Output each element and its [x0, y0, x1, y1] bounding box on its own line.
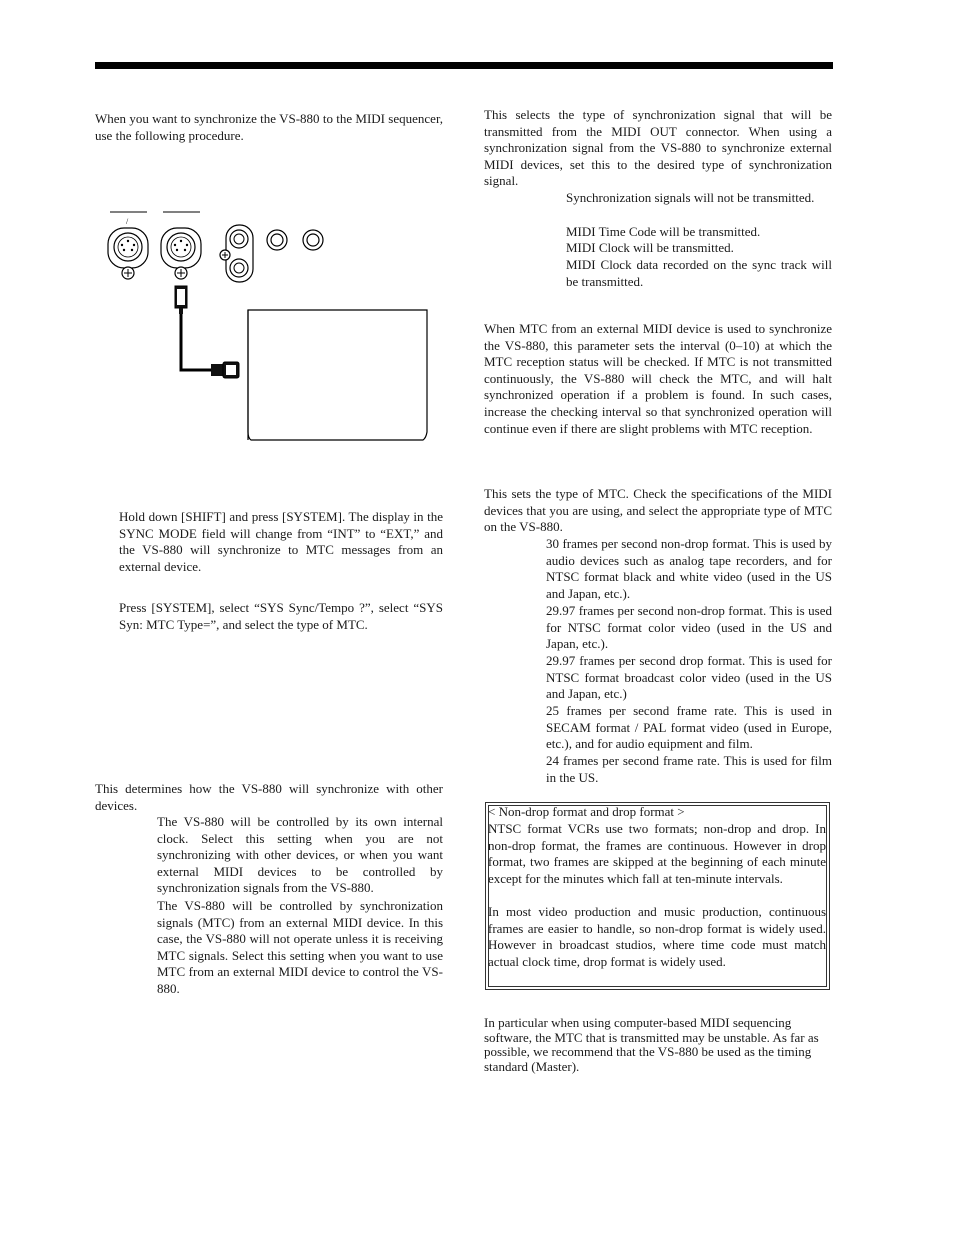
sync-gen-intro: This selects the type of synchronization signal that will be transmitted from the MIDI OUT connector. When using a synchronization signal from the VS-880 to synchronize external MIDI devices, set this to the desired type of synchronization signal.	[484, 107, 832, 189]
midi-in-jack	[108, 228, 148, 279]
midi-in-label: /	[126, 217, 129, 226]
sync-mode-int-desc: The VS-880 will be controlled by its own internal clock. Select this setting when you are not synchronizing with other devices, or when you want external MIDI devices to be controlled by synchronization signals from the VS-880.	[157, 814, 443, 896]
round-jacks	[267, 230, 323, 250]
mtc-type-30: 30 frames per second non-drop format. This is used by audio devices such as analog tape recorders, and for NTSC format black and white video (used in the US and Japan, etc.).	[546, 536, 832, 601]
note-box-para-2: In most video production and music production, continuous frames are easier to handle, so non-drop format is widely used. However in broadcast studios, where time code must match actual clock time, drop format is widely used.	[488, 904, 826, 969]
sync-mode-ext-desc: The VS-880 will be controlled by synchronization signals (MTC) from an external MIDI device. In this case, the VS-880 will not operate unless it is receiving MTC signals. Select this setting when you want to use MTC from an external MIDI device to control the VS-880.	[157, 898, 443, 996]
mtc-type-29-97-df: 29.97 frames per second drop format. This is used for NTSC format broadcast color video (used in the US and Japan, etc.)	[546, 653, 832, 702]
mtc-error-level-text: When MTC from an external MIDI device is used to synchronize the VS-880, this parameter sets the interval (0–10) at which the MTC reception status will be checked. If MTC is not transmitted continuously, the VS-880 will check the MTC, and will halt synchronized operation if a problem is found. In such cases, increase the checking interval so that synchronized operation will continue even if there are slight problems with MTC reception.	[484, 321, 832, 436]
mtc-type-intro: This sets the type of MTC. Check the specifications of the MIDI devices that you are using, and select the appropriate type of MTC on the VS-880.	[484, 486, 832, 535]
closing-note: In particular when using computer-based MIDI sequencing software, the MTC that is transmitted may be unstable. As far as possible, we recommend that the VS-880 be used as the timing standard (Master).	[484, 1015, 819, 1074]
mtc-type-24: 24 frames per second frame rate. This is used for film in the US.	[546, 753, 832, 785]
sync-mode-intro: This determines how the VS-880 will synchronize with other devices.	[95, 781, 443, 813]
note-box-para-1: NTSC format VCRs use two formats; non-drop and drop. In non-drop format, the frames are continuous. However in drop format, two frames are skipped at the beginning of each minute except for the minutes which fall at ten-minute intervals.	[488, 821, 826, 886]
midi-out-jack	[161, 228, 201, 279]
step-1-text: Hold down [SHIFT] and press [SYSTEM]. The display in the SYNC MODE field will change from “INT” to “EXT,” and the VS-880 will synchronize to MTC messages from an external device.	[119, 509, 443, 574]
mtc-type-25: 25 frames per second frame rate. This is used in SECAM format / PAL format video (used in Europe, etc.), and for audio equipment and film.	[546, 703, 832, 752]
sync-gen-option-mtc: MIDI Time Code will be transmitted.	[566, 224, 761, 239]
sync-gen-option-track: MIDI Clock data recorded on the sync track will be transmitted.	[566, 257, 832, 289]
midi-sequencer-device	[248, 310, 427, 440]
sync-gen-option-clock: MIDI Clock will be transmitted.	[566, 240, 734, 255]
step-2-text: Press [SYSTEM], select “SYS Sync/Tempo ?”, select “SYS Syn: MTC Type=”, and select the type of MTC.	[119, 600, 443, 632]
note-box-title: < Non-drop format and drop format >	[488, 804, 685, 819]
note-box	[485, 802, 830, 990]
header-rule	[95, 62, 833, 69]
rca-jacks	[220, 225, 253, 282]
midi-cable	[175, 286, 239, 378]
midi-connection-diagram	[95, 200, 440, 445]
mtc-type-29-97-nd: 29.97 frames per second non-drop format. This is used for NTSC format color video (used in the US and Japan, etc.).	[546, 603, 832, 652]
sync-gen-option-off: Synchronization signals will not be transmitted.	[566, 190, 815, 205]
sync-intro-text: When you want to synchronize the VS-880 to the MIDI sequencer, use the following procedure.	[95, 111, 443, 143]
